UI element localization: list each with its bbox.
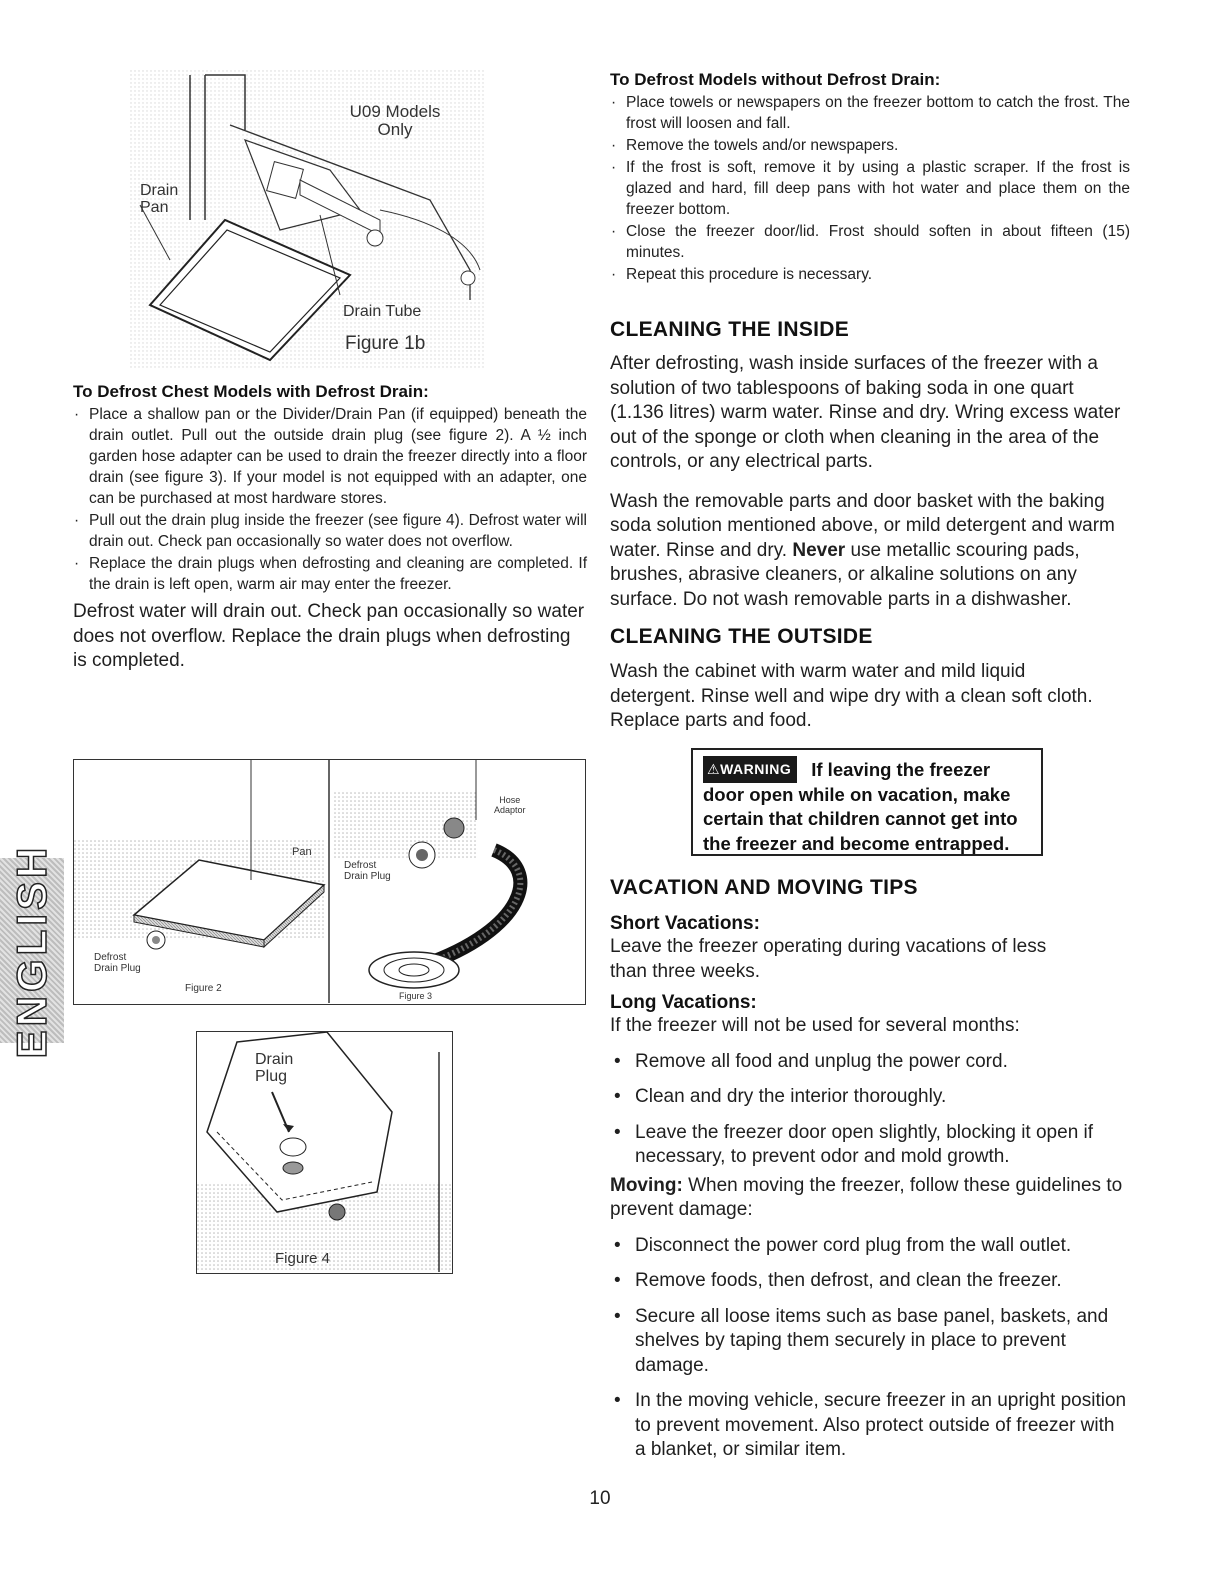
figure-2-caption: Figure 2 xyxy=(185,983,222,994)
warning-triangle-icon: ⚠ xyxy=(707,761,721,777)
long-vacations-heading: Long Vacations: xyxy=(610,992,757,1013)
cleaning-inside-title: CLEANING THE INSIDE xyxy=(610,318,850,341)
figure-4 xyxy=(196,1031,453,1274)
list-item: • Clean and dry the interior thoroughly. xyxy=(610,1085,1130,1110)
cleaning-outside-title: CLEANING THE OUTSIDE xyxy=(610,625,873,648)
warning-badge: ⚠WARNING xyxy=(703,756,797,783)
defrost-paragraph: Defrost water will drain out. Check pan occasionally so water does not overflow. Replace the drain plugs when defrosting is completed. xyxy=(73,601,585,671)
short-vacations-heading: Short Vacations: xyxy=(610,913,760,934)
defrost-without-drain-steps xyxy=(610,92,1130,285)
page-number: 10 xyxy=(589,1488,611,1509)
drain-pan-label: Drain Pan xyxy=(140,182,179,216)
moving-list xyxy=(610,1234,1130,1463)
list-item: • In the moving vehicle, secure freezer in an upright position to prevent movement. Also protect outside of freezer with a blanket, or similar item. xyxy=(610,1389,1130,1463)
list-item: • Disconnect the power cord plug from the wall outlet. xyxy=(610,1234,1130,1259)
right-column-top xyxy=(610,70,1130,286)
figure-4-caption: Figure 4 xyxy=(275,1250,331,1267)
drain-tube-label: Drain Tube xyxy=(343,303,422,320)
figure-4-plug-label: Drain Plug xyxy=(255,1051,294,1085)
figure-1b-title: U09 Models Only xyxy=(349,102,441,139)
list-item: · Pull out the drain plug inside the freezer (see figure 4). Defrost water will drain out. Check pan occasionally so water does not overflow. xyxy=(73,510,587,552)
list-item: · Place towels or newspapers on the freezer bottom to catch the frost. The frost will loosen and fall. xyxy=(610,92,1130,134)
moving-label: Moving: xyxy=(610,1174,683,1196)
figure-2-pan-label: Pan xyxy=(292,846,312,858)
defrost-with-drain-heading: To Defrost Chest Models with Defrost Drain: xyxy=(73,382,429,401)
figure-1b-caption: Figure 1b xyxy=(345,333,426,354)
list-item: · Remove the towels and/or newspapers. xyxy=(610,135,1130,156)
defrost-without-drain-heading: To Defrost Models without Defrost Drain: xyxy=(610,70,941,89)
cleaning-inside-paragraph-2: Wash the removable parts and door basket with the baking soda solution mentioned above, or mild detergent and warm water. Rinse and dry. Never use metallic scouring pads, brushes, abrasive cleaners, or alkaline solutions on any surface. Do not wash removable parts in a dishwasher. xyxy=(610,490,1115,610)
figure-3-plug-label: Defrost Drain Plug xyxy=(344,860,391,882)
long-vacations-list xyxy=(610,1050,1130,1170)
figure-1b xyxy=(130,70,485,370)
list-item: · Replace the drain plugs when defrosting and cleaning are completed. If the drain is left open, warm air may enter the freezer. xyxy=(73,553,587,595)
figure-4-illustration xyxy=(197,1032,451,1272)
warning-box xyxy=(691,748,1043,856)
list-item: • Leave the freezer door open slightly, blocking it open if necessary, to prevent odor and mold growth. xyxy=(610,1121,1130,1170)
figure-3-adaptor-label: Hose Adaptor xyxy=(494,795,526,815)
moving-paragraph: Moving: When moving the freezer, follow these guidelines to prevent damage: xyxy=(610,1174,1123,1220)
language-tab-label: ENGLISH xyxy=(8,843,55,1058)
vacation-title: VACATION AND MOVING TIPS xyxy=(610,876,918,899)
list-item: · If the frost is soft, remove it by using a plastic scraper. If the frost is glazed and hard, fill deep pans with hot water and place them on the freezer bottom. xyxy=(610,157,1130,220)
warning-text: If leaving the freezer door open while on vacation, make certain that children cannot get into the freezer and become entrapped. xyxy=(703,759,1018,854)
never-emphasis: Never xyxy=(792,539,846,561)
figures-2-3-panel xyxy=(73,759,586,1005)
language-side-tab xyxy=(0,843,64,1058)
figure-3-caption: Figure 3 xyxy=(399,991,433,1001)
list-item: · Close the freezer door/lid. Frost should soften in about fifteen (15) minutes. xyxy=(610,221,1130,263)
cleaning-outside-paragraph: Wash the cabinet with warm water and mild liquid detergent. Rinse well and wipe dry with a clean soft cloth. Replace parts and food. xyxy=(610,661,1093,731)
list-item: • Remove all food and unplug the power cord. xyxy=(610,1050,1130,1075)
long-vacations-text: If the freezer will not be used for several months: xyxy=(610,1015,1020,1036)
cleaning-inside-paragraph-1: After defrosting, wash inside surfaces of the freezer with a solution of two tablespoons of baking soda in one quart (1.136 litres) warm water. Rinse and dry. Wring excess water out of the sponge or cloth when cleaning in the area of the controls, or any electrical parts. xyxy=(610,353,1121,472)
defrost-with-drain-steps xyxy=(73,404,587,595)
list-item: • Secure all loose items such as base panel, baskets, and shelves by taping them securely in place to prevent damage. xyxy=(610,1305,1130,1379)
list-item: · Place a shallow pan or the Divider/Drain Pan (if equipped) beneath the drain outlet. Pull out the outside drain plug (see figure 2). A ½ inch garden hose adapter can be used to drain the freezer directly into a floor drain (see figure 3). If your model is not equipped with an adapter, one can be purchased at most hardware stores. xyxy=(73,404,587,509)
vacation-body xyxy=(610,913,1130,1474)
list-item: · Repeat this procedure is necessary. xyxy=(610,264,1130,285)
figure-2-plug-label: Defrost Drain Plug xyxy=(94,952,141,974)
list-item: • Remove foods, then defrost, and clean the freezer. xyxy=(610,1269,1130,1294)
cleaning-inside-body xyxy=(610,352,1122,612)
left-column-text xyxy=(73,382,587,674)
short-vacations-text: Leave the freezer operating during vacations of less than three weeks. xyxy=(610,936,1047,982)
